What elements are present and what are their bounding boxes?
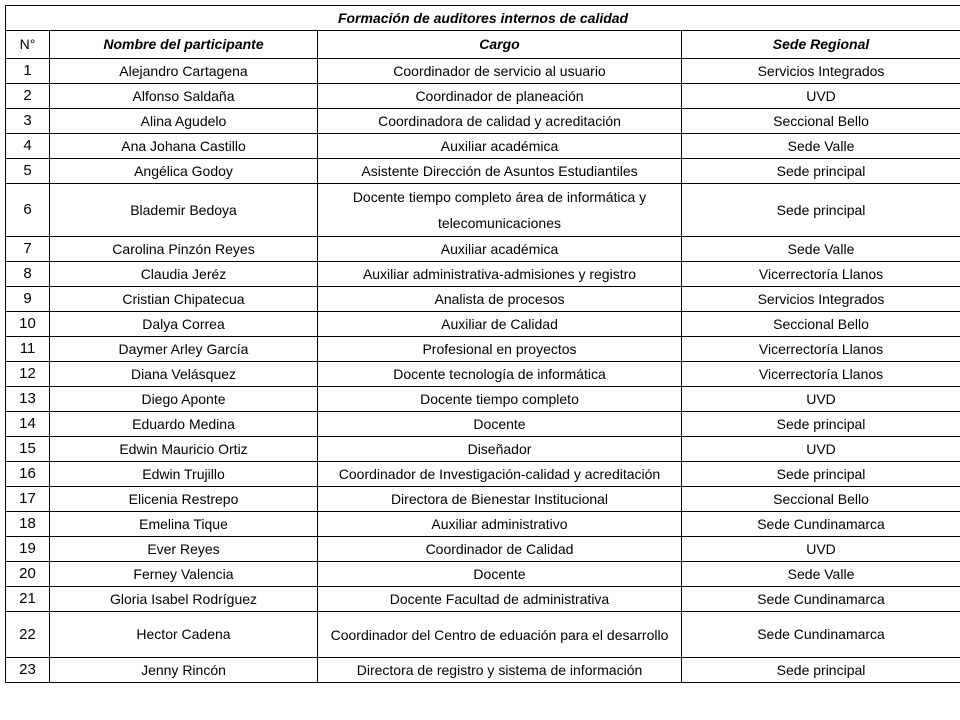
cell-site: Servicios Integrados (682, 287, 960, 312)
cell-num: 20 (6, 562, 50, 587)
cell-name: Diego Aponte (50, 387, 318, 412)
cell-name: Ana Johana Castillo (50, 134, 318, 159)
table-row (6, 262, 960, 287)
table-row (6, 362, 960, 387)
table-row (6, 612, 960, 658)
table-row (6, 562, 960, 587)
table-row (6, 134, 960, 159)
cell-site: Sede principal (682, 412, 960, 437)
cell-role: Docente tiempo completo área de informática y telecomunicaciones (318, 184, 682, 237)
cell-role: Docente (318, 412, 682, 437)
cell-site: Sede Valle (682, 562, 960, 587)
cell-num: 11 (6, 337, 50, 362)
header-name: Nombre del participante (50, 31, 318, 59)
cell-num: 14 (6, 412, 50, 437)
cell-site: Vicerrectoría Llanos (682, 262, 960, 287)
cell-name: Claudia Jeréz (50, 262, 318, 287)
table-row (6, 84, 960, 109)
cell-role: Docente tiempo completo (318, 387, 682, 412)
cell-num: 5 (6, 159, 50, 184)
cell-num: 17 (6, 487, 50, 512)
cell-role: Asistente Dirección de Asuntos Estudiantiles (318, 159, 682, 184)
cell-num: 15 (6, 437, 50, 462)
cell-site: Sede principal (682, 159, 960, 184)
cell-role: Auxiliar administrativo (318, 512, 682, 537)
table-row (6, 412, 960, 437)
table-row (6, 312, 960, 337)
cell-role: Diseñador (318, 437, 682, 462)
cell-role: Profesional en proyectos (318, 337, 682, 362)
table-row (6, 512, 960, 537)
cell-name: Alina Agudelo (50, 109, 318, 134)
cell-name: Ferney Valencia (50, 562, 318, 587)
cell-role: Coordinador de planeación (318, 84, 682, 109)
cell-num: 16 (6, 462, 50, 487)
cell-name: Alejandro Cartagena (50, 59, 318, 84)
cell-site: UVD (682, 84, 960, 109)
table-title: Formación de auditores internos de calidad (6, 6, 960, 31)
table-row (6, 387, 960, 412)
cell-site: Seccional Bello (682, 312, 960, 337)
cell-site: Sede principal (682, 184, 960, 237)
cell-num: 22 (6, 612, 50, 658)
cell-name: Edwin Mauricio Ortiz (50, 437, 318, 462)
table-row (6, 437, 960, 462)
cell-num: 8 (6, 262, 50, 287)
cell-role: Auxiliar académica (318, 134, 682, 159)
cell-name: Dalya Correa (50, 312, 318, 337)
table-row (6, 237, 960, 262)
cell-num: 12 (6, 362, 50, 387)
cell-num: 7 (6, 237, 50, 262)
cell-role: Auxiliar académica (318, 237, 682, 262)
participants-table (5, 5, 960, 683)
cell-site: UVD (682, 537, 960, 562)
cell-name: Gloria Isabel Rodríguez (50, 587, 318, 612)
cell-role: Docente tecnología de informática (318, 362, 682, 387)
cell-role: Auxiliar de Calidad (318, 312, 682, 337)
table-row (6, 587, 960, 612)
cell-role: Auxiliar administrativa-admisiones y registro (318, 262, 682, 287)
cell-name: Blademir Bedoya (50, 184, 318, 237)
cell-name: Elicenia Restrepo (50, 487, 318, 512)
cell-role: Directora de registro y sistema de información (318, 658, 682, 683)
table-row (6, 337, 960, 362)
cell-name: Eduardo Medina (50, 412, 318, 437)
table-row (6, 184, 960, 237)
cell-role: Analista de procesos (318, 287, 682, 312)
table-row (6, 287, 960, 312)
cell-role: Docente (318, 562, 682, 587)
cell-num: 6 (6, 184, 50, 237)
cell-num: 18 (6, 512, 50, 537)
cell-site: Seccional Bello (682, 487, 960, 512)
cell-name: Diana Velásquez (50, 362, 318, 387)
cell-num: 21 (6, 587, 50, 612)
cell-name: Hector Cadena (50, 612, 318, 658)
cell-name: Angélica Godoy (50, 159, 318, 184)
cell-site: Servicios Integrados (682, 59, 960, 84)
cell-site: Sede Valle (682, 134, 960, 159)
table-header-row (6, 31, 960, 59)
cell-site: UVD (682, 437, 960, 462)
table-row (6, 109, 960, 134)
cell-num: 23 (6, 658, 50, 683)
cell-role: Directora de Bienestar Institucional (318, 487, 682, 512)
cell-name: Edwin Trujillo (50, 462, 318, 487)
cell-role: Docente Facultad de administrativa (318, 587, 682, 612)
cell-num: 9 (6, 287, 50, 312)
cell-num: 2 (6, 84, 50, 109)
header-num: N° (6, 31, 50, 59)
table-row (6, 462, 960, 487)
header-role: Cargo (318, 31, 682, 59)
cell-num: 10 (6, 312, 50, 337)
table-row (6, 487, 960, 512)
table-row (6, 537, 960, 562)
cell-site: Vicerrectoría Llanos (682, 337, 960, 362)
table-row (6, 59, 960, 84)
cell-site: Sede Cundinamarca (682, 612, 960, 658)
cell-site: Sede principal (682, 462, 960, 487)
cell-name: Emelina Tique (50, 512, 318, 537)
cell-role: Coordinadora de calidad y acreditación (318, 109, 682, 134)
cell-name: Jenny Rincón (50, 658, 318, 683)
cell-site: Sede principal (682, 658, 960, 683)
cell-name: Ever Reyes (50, 537, 318, 562)
cell-num: 1 (6, 59, 50, 84)
cell-name: Cristian Chipatecua (50, 287, 318, 312)
cell-num: 3 (6, 109, 50, 134)
cell-role: Coordinador de Investigación-calidad y acreditación (318, 462, 682, 487)
table-row (6, 658, 960, 683)
cell-site: Vicerrectoría Llanos (682, 362, 960, 387)
table-title-row (6, 6, 960, 31)
cell-role: Coordinador de Calidad (318, 537, 682, 562)
cell-site: Sede Valle (682, 237, 960, 262)
cell-site: Sede Cundinamarca (682, 512, 960, 537)
header-site: Sede Regional (682, 31, 960, 59)
cell-num: 4 (6, 134, 50, 159)
cell-name: Carolina Pinzón Reyes (50, 237, 318, 262)
cell-num: 13 (6, 387, 50, 412)
cell-site: UVD (682, 387, 960, 412)
cell-role: Coordinador de servicio al usuario (318, 59, 682, 84)
cell-num: 19 (6, 537, 50, 562)
table-row (6, 159, 960, 184)
cell-name: Daymer Arley García (50, 337, 318, 362)
cell-name: Alfonso Saldaña (50, 84, 318, 109)
cell-site: Seccional Bello (682, 109, 960, 134)
cell-site: Sede Cundinamarca (682, 587, 960, 612)
cell-role: Coordinador del Centro de eduación para el desarrollo (318, 612, 682, 658)
